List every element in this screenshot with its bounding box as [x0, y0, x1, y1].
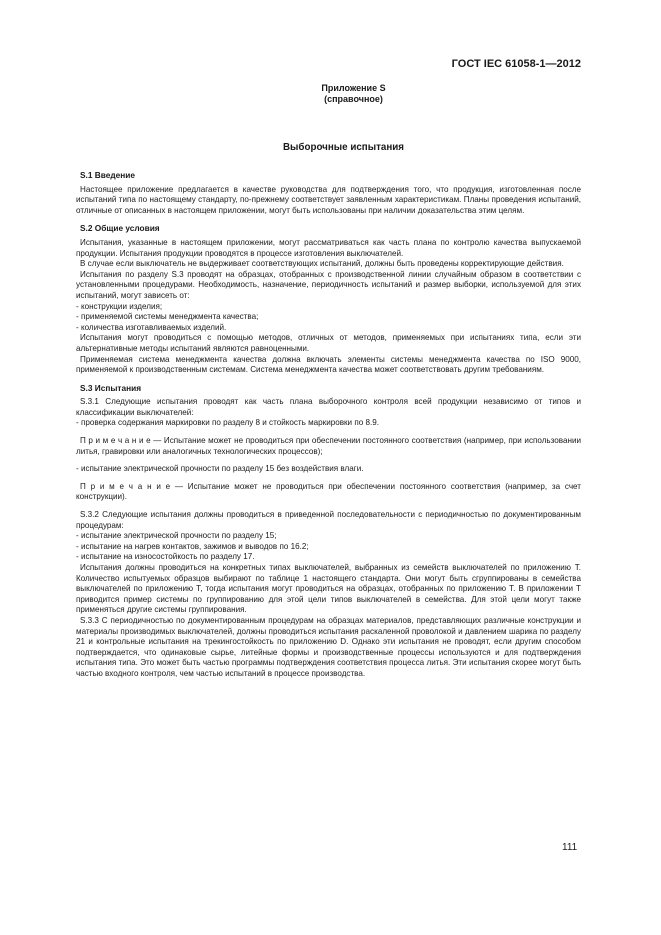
- section-heading-s2: S.2 Общие условия: [80, 223, 160, 234]
- list-item: - испытание электрической прочности по разделу 15;: [76, 531, 277, 541]
- document-title: Выборочные испытания: [282, 142, 404, 153]
- note-2-text: — Испытание может не проводиться при обеспечении постоянного соответствия (например, за счет конструкции).: [76, 481, 581, 502]
- note-2: [76, 482, 581, 503]
- s2-paragraph-3: Испытания по разделу S.3 проводят на образцах, отобранных с производственной линии случайным образом в соответствии с установленными процедурами. Необходимость, назначение, периодичность испытаний и размер выборки, используемой для этих испытаний, могут зависеть от:: [76, 269, 581, 300]
- list-item: - применяемой системы менеджмента качества;: [76, 312, 259, 322]
- page-number: 111: [562, 842, 578, 853]
- note-label: П р и м е ч а н и е: [80, 436, 151, 446]
- s2-list: [76, 302, 581, 334]
- note-1-text: — Испытание может не проводиться при обеспечении постоянного соответствия (например, при использовании литья, гравировки или аналогичных технологических процессов);: [76, 436, 581, 456]
- list-item: - испытание на износостойкость по разделу 17.: [76, 552, 255, 562]
- s2-paragraph-1: Испытания, указанные в настоящем приложении, могут рассматриваться как часть плана по контролю качества выпускаемой продукции. Испытания продукции проводятся в процессе изготовления выключателей.: [76, 237, 581, 258]
- list-item: - конструкции изделия;: [76, 301, 163, 311]
- s3-list: [76, 531, 581, 563]
- s3-item-1: - проверка содержания маркировки по разделу 8 и стойкость маркировки по 8.9.: [76, 418, 379, 428]
- s3-item-2: - испытание электрической прочности по разделу 15 без воздействия влаги.: [76, 464, 364, 474]
- standard-designation: ГОСТ IEC 61058-1—2012: [451, 58, 581, 70]
- note-label: П р и м е ч а н и е: [80, 481, 171, 491]
- section-heading-s3: S.3 Испытания: [80, 382, 142, 393]
- s2-paragraph-5: Применяемая система менеджмента качества должна включать элементы системы менеджмента качества по ISO 9000, применяемой к производственным системам. Система менеджмента качества может соответствовать другим требованиям.: [76, 354, 581, 375]
- annex-subtitle: (справочное): [324, 94, 383, 104]
- s1-paragraph-1: Настоящее приложение предлагается в качестве руководства для подтверждения того, что продукция, изготовленная после испытаний типа по настоящему стандарту, по-прежнему соответствует заявленным характеристикам. Планы проведения испытаний, отличные от описанных в настоящем приложении, могут быть использованы при наличии доказательства этим целям.: [76, 184, 581, 215]
- annex-title: Приложение S: [321, 83, 386, 93]
- s2-paragraph-4: Испытания могут проводиться с помощью методов, отличных от методов, применяемых при испытаниях типа, если эти альтернативные методы испытаний являются равноценными.: [76, 333, 581, 353]
- s3-paragraph-1: S.3.1 Следующие испытания проводят как часть плана выборочного контроля всей продукции независимо от типов и классификации выключателей:: [76, 397, 581, 417]
- section-heading-s1: S.1 Введение: [80, 170, 135, 180]
- list-item: - количества изготавливаемых изделий.: [76, 322, 227, 332]
- s3-paragraph-3: Испытания должны проводиться на конкретных типах выключателей, выбранных из семейств выключателей по приложению Т. Количество испытуемых образцов выбирают по таблице 1 настоящего стандарта. Они могут быть сгруппированы в семейства выключателей по приложению Т, тогда испытания могут проводиться на образцах, отобранных по приложению Т. В приложении Т приводится пример системы по группированию для этой цели типов выключателей в семейства. Для этой цели могут также применяться другие системы группирования.: [76, 563, 581, 615]
- note-1: [76, 436, 581, 457]
- s3-paragraph-4: S.3.3 С периодичностью по документированным процедурам на образцах материалов, представляющих различные конструкции и материалы производимых выключателей, должны проводиться испытания раскаленной проволокой и давлением шарика по разделу 21 и контрольные испытания на трекингостойкость по приложению D. Однако эти испытания не проводят, если другим способом подтверждается, что одинаковые сырье, литейные формы и производственные процессы используются и для подтверждения испытания типа. Это может быть частью программы подтверждения соответствия процесса литья. Эти испытания скорее могут быть частью входного контроля, чем частью испытаний в процессе производства.: [76, 615, 581, 678]
- s2-paragraph-2: В случае если выключатель не выдерживает соответствующих испытаний, должны быть проведены корректирующие действия.: [80, 259, 564, 269]
- s3-paragraph-2: S.3.2 Следующие испытания должны проводиться в приведенной последовательности с периодичностью по документированным процедурам:: [76, 510, 581, 530]
- list-item: - испытание на нагрев контактов, зажимов и выводов по 16.2;: [76, 541, 309, 551]
